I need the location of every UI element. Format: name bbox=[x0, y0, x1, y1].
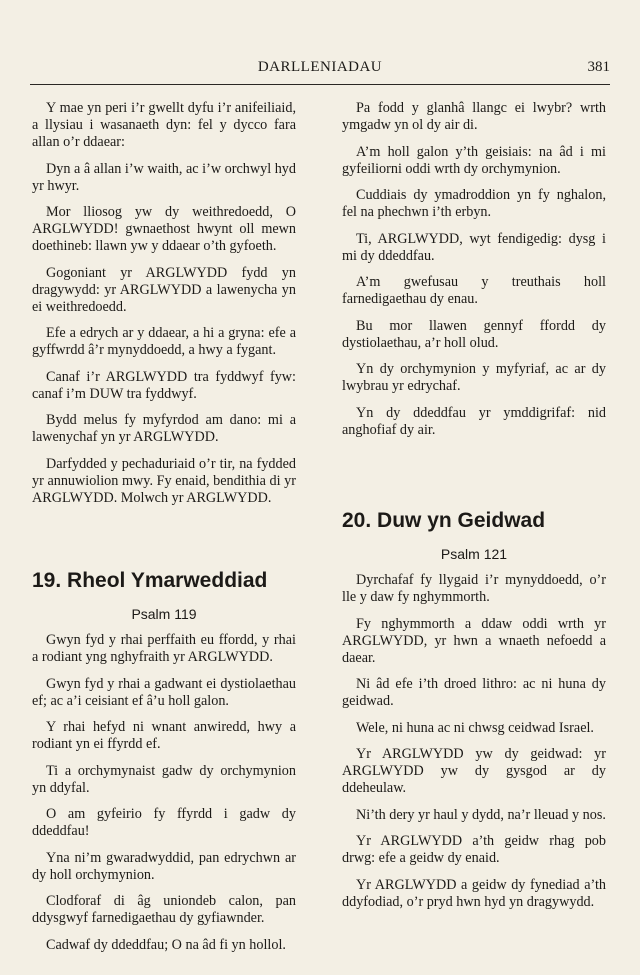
verse: Yn dy orchymynion y myfyriaf, ac ar dy lwybrau yr edrychaf. bbox=[342, 361, 606, 394]
psalm-reference: Psalm 121 bbox=[440, 546, 508, 562]
verse: Bydd melus fy myfyrdod am dano: mi a lawenychaf yn yr ARGLWYDD. bbox=[32, 412, 296, 445]
verse: Ni’th dery yr haul y dydd, na’r lleuad y nos. bbox=[356, 806, 606, 823]
verse: Cuddiais dy ymadroddion yn fy nghalon, fel na phechwn i’th erbyn. bbox=[342, 187, 606, 220]
verse: Canaf i’r ARGLWYDD tra fyddwyf fyw: canaf i’m DUW tra fyddwyf. bbox=[32, 368, 296, 402]
verse: Fy nghymmorth a ddaw oddi wrth yr ARGLWYDD, yr hwn a wnaeth nefoedd a daear. bbox=[342, 615, 606, 666]
verse: Gwyn fyd y rhai perffaith eu ffordd, y rhai a rodiant yng nghyfraith yr ARGLWYDD. bbox=[32, 632, 296, 665]
verse: Yn dy ddeddfau yr ymddigrifaf: nid anghofiaf dy air. bbox=[342, 404, 606, 438]
verse: Dyrchafaf fy llygaid i’r mynyddoedd, o’r lle y daw fy nghymmorth. bbox=[342, 572, 606, 605]
section-title: 19. Rheol Ymarweddiad bbox=[32, 569, 268, 592]
verse: Darfydded y pechaduriaid o’r tir, na fydded yr annuwiolion mwy. Fy enaid, bendithia di yr ARGLWYDD. Molwch yr ARGLWYDD. bbox=[32, 455, 296, 506]
verse: Mor lliosog yw dy weithredoedd, O ARGLWYDD! gwnaethost hwynt oll mewn doethineb: llawn yw y ddaear o’th gyfoeth. bbox=[32, 204, 296, 254]
right-column bbox=[342, 100, 606, 920]
verse: Efe a edrych ar y ddaear, a hi a gryna: efe a gyffwrdd â’r mynyddoedd, a hwy a fygant. bbox=[32, 325, 296, 358]
verse: A’m holl galon y’th geisiais: na âd i mi gyfeiliorni oddi wrth dy orchymynion. bbox=[342, 143, 606, 177]
verse: A’m gwefusau y treuthais holl farnedigaethau dy enau. bbox=[342, 274, 606, 307]
verse: Bu mor llawen gennyf ffordd dy dystiolaethau, a’r holl olud. bbox=[342, 317, 606, 351]
verse: Gogoniant yr ARGLWYDD fydd yn dragywydd: yr ARGLWYDD a lawenycha yn ei weithredoedd. bbox=[32, 264, 296, 315]
verse: Yr ARGLWYDD yw dy geidwad: yr ARGLWYDD yw dy gysgod ar dy ddeheulaw. bbox=[342, 746, 606, 796]
verse: Clodforaf di âg uniondeb calon, pan ddysgwyf farnedigaethau dy gyfiawnder. bbox=[32, 893, 296, 926]
verse: Cadwaf dy ddeddfau; O na âd fi yn hollol. bbox=[46, 936, 286, 953]
section-title: 20. Duw yn Geidwad bbox=[342, 509, 546, 532]
left-column bbox=[32, 100, 296, 963]
verse: Dyn a â allan i’w waith, ac i’w orchwyl hyd yr hwyr. bbox=[32, 160, 296, 194]
verse: O am gyfeirio fy ffyrdd i gadw dy ddeddfau! bbox=[32, 806, 296, 839]
verse: Y rhai hefyd ni wnant anwiredd, hwy a rodiant yn ei ffyrdd ef. bbox=[32, 719, 296, 752]
page-header bbox=[30, 54, 610, 85]
verse: Ni âd efe i’th droed lithro: ac ni huna dy geidwad. bbox=[342, 676, 606, 709]
verse: Wele, ni huna ac ni chwsg ceidwad Israel. bbox=[356, 719, 594, 736]
verse: Gwyn fyd y rhai a gadwant ei dystiolaethau ef; ac a’i ceisiant ef â’u holl galon. bbox=[32, 675, 296, 709]
running-head: DARLLENIADAU bbox=[257, 59, 383, 75]
verse: Yr ARGLWYDD a geidw dy fynediad a’th ddyfodiad, o’r pryd hwn hyd yn dragywydd. bbox=[342, 876, 606, 910]
page-number: 381 bbox=[587, 59, 610, 75]
verse: Ti, ARGLWYDD, wyt fendigedig: dysg i mi dy ddeddfau. bbox=[342, 230, 606, 264]
verse: Pa fodd y glanhâ llangc ei lwybr? wrth ymgadw yn ol dy air di. bbox=[342, 100, 606, 133]
verse: Yr ARGLWYDD a’th geidw rhag pob drwg: efe a geidw dy enaid. bbox=[342, 833, 606, 866]
verse: Ti a orchymynaist gadw dy orchymynion yn ddyfal. bbox=[32, 762, 296, 796]
verse: Y mae yn peri i’r gwellt dyfu i’r anifeiliaid, a llysiau i wasanaeth dyn: fel y dycco fara allan o’r ddaear: bbox=[32, 100, 296, 150]
psalm-reference: Psalm 119 bbox=[131, 606, 197, 622]
verse: Yna ni’m gwaradwyddid, pan edrychwn ar dy holl orchymynion. bbox=[32, 849, 296, 883]
